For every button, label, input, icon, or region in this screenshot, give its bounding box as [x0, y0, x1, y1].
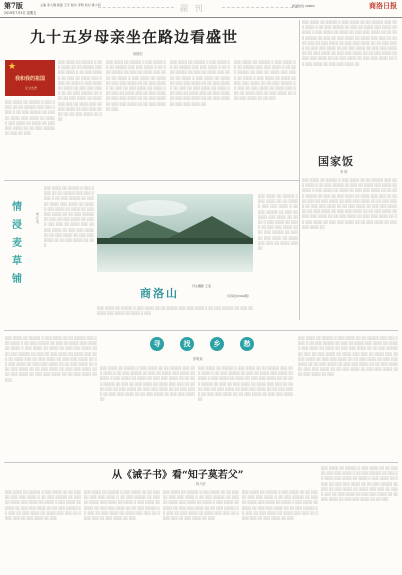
article-column: ░░░ ░░░░ ░░ ░░░░░ ░ ░░░ ░░░░ ░░ ░░ ░░░░░ ░░░ ░░░ ░░░░ ░ ░░ ░░░ ░░░░░ ░░ ░░░ ░░ ░░░░ ░░░ ░░░░ ░░ ░░░░ ░ ░░░ ░░░░ ░░ ░░░░ ░░ ░░░ ░░░ ░░░░ ░░ ░░ ░░░ ░░░░░ ░░ ░░░ ░░ ░░░ ░░░░ ░░ ░░░░ ░░░ ░░░ ░░ ░░░░ ░░░ ░░ [258, 194, 298, 251]
hotline-info: 新闻热线 29890 [292, 4, 315, 8]
newspaper-logo: 商洛日报 [369, 1, 397, 10]
vertical-title-char: 麦 [12, 238, 22, 249]
badge-title: 我和我的祖国 [15, 76, 46, 82]
section-divider [4, 180, 300, 181]
badge-subtitle: 征文选登 [25, 86, 38, 90]
star-icon: ★ [8, 62, 17, 72]
article-column: ░░░ ░░░░ ░░ ░░░░░ ░ ░░░ ░░░░ ░░ ░░ ░░░░░ ░░░ ░░░ ░░░░ ░ ░░ ░░░ ░░░░░ ░░ ░░░ ░░ ░░░░ ░░░ ░░░░ ░░ ░░░░ ░ ░░░ ░░░░ ░░ ░░░░ ░░ ░░░ ░░░ ░░░░ ░░ ░░ ░░░ ░░░░░ ░░ ░░░ ░░ ░░░ ░░░░ ░░ ░░░░ ░░░ ░░░ ░░ ░░░░ ░░░ ░░ ░░░ ░░░░ ░░ ░░░ ░░░ ░░░░ ░░ ░░ ░░░ ░░░░ ░░ ░░░ ░░░ ░░░░ ░░ ░░ ░░░ [321, 466, 398, 502]
article-title: 国家饭 [318, 155, 354, 168]
article-author: 杨九轩 [196, 482, 206, 486]
section-title: 副 刊 [180, 4, 205, 13]
title-char-badge: 愁 [240, 337, 254, 351]
vertical-title-char: 浸 [12, 220, 22, 231]
article-title-badges [150, 337, 260, 359]
article-author: 李 婷 [340, 170, 348, 174]
article-column: ░░░ ░░░░ ░░ ░░░░░ ░ ░░░ ░░░░ ░░ ░░ ░░░░░ ░░░ ░░░ ░░░░ ░ ░░ ░░░ ░░░░░ ░░ ░░░ ░░ ░░░░ ░░░ ░░░░ ░░ ░░░░ ░ ░░░ ░░░░ ░░ ░░░░ ░░ ░░░ ░░░ ░░░░ ░░ ░░ ░░░ ░░░░░ ░░ ░░░ ░░ ░░░ ░░░░ ░░ ░░░░ ░░░ ░░░ ░░ ░░░░ ░░░ ░░ ░░░ ░░░░ ░░ ░░░ ░░░ ░░░░ ░░ ░░ ░░░ ░░░░ ░░ ░░░ ░░░ ░░░░ ░░ ░░ ░░░ ░░░░ ░░ ░░░ ░░░ ░░░░ ░░ ░░ ░░░ ░░░░ ░░ ░░░ ░░░ ░░░░ ░░ ░░ ░░░ ░░░░ ░░ ░░░ ░░░ ░░░░ ░░ ░░ ░░░ ░░░░ ░░ ░░░ [5, 336, 97, 382]
article-column: ░░░ ░░░░ ░░ ░░░░░ ░ ░░░ ░░░░ ░░ ░░ ░░░░░ ░░░ ░░░ ░░░░ ░ ░░ ░░░ ░░░░░ ░░ ░░░ ░░ ░░░░ ░░░ ░░░░ ░░ ░░░░ ░ ░░░ ░░░░ ░░ ░░░░ ░░ ░░░ ░░░ ░░░░ ░░ ░░ ░░░ ░░░░░ ░░ ░░░ ░░ ░░░ ░░░░ ░░ ░░░░ ░░░ ░░░ ░░ ░░░░ ░░░ ░░ ░░░ ░░░░ ░░ ░░░ ░░░ ░░░░ ░░ ░░ ░░░ ░░░░ ░░ ░░░ ░░░ ░░░░ ░░ ░░ ░░░ ░░░░ ░░ ░░░ ░░░ ░░░░ ░░ [100, 366, 195, 402]
photo-title: 商洛山 [140, 287, 179, 300]
title-char-badge: 寻 [150, 337, 164, 351]
title-char-badge: 乡 [210, 337, 224, 351]
article-column: ░░░ ░░░░ ░░ ░░░░░ ░ ░░░ ░░░░ ░░ ░░ ░░░░░ ░░░ ░░░ ░░░░ ░ ░░ ░░░ ░░░░░ ░░ ░░░ ░░ ░░░░ ░░░ ░░░░ ░░ ░░░░ ░ ░░░ ░░░░ ░░ ░░░░ ░░ ░░░ ░░░ ░░░░ ░░ ░░ ░░░ ░░░░░ ░░ ░░░ ░░ ░░░ ░░░░ ░░ ░░░░ ░░░ ░░░ ░░ ░░░░ ░░░ ░░ ░░░ ░░░░ ░░ ░░░ ░░░ ░░░░ ░░ ░░ ░░░ ░░░░ ░░ ░░░ ░░░ ░░░░ ░░ ░░ ░░░ ░░░░ ░░ ░░░ ░░░ ░░░░ ░░ ░░ ░░░ ░░░░ ░░ ░░░ ░░░ ░░░░ ░░ ░░ ░░░ ░░░░ ░░ ░░░ ░░░ ░░░░ ░░ ░░ ░░░ ░░░░ ░░ ░░░ ░░░ ░░░░ ░░ ░░ ░░░ ░░░░ ░░ ░░░ ░░░ ░░░░ ░░ ░░ ░░░ ░░░░ ░░ ░░░ ░░░ ░░░░ ░░ [302, 178, 397, 229]
title-char-badge: 找 [180, 337, 194, 351]
column-divider [299, 20, 300, 320]
section-divider [4, 330, 398, 331]
article-column: ░░░ ░░░░ ░░ ░░░░░ ░ ░░░ ░░░░ ░░ ░░ ░░░░░ ░░░ ░░░ ░░░░ ░ ░░ ░░░ ░░░░░ ░░ ░░░ ░░ ░░░░ ░░░ ░░░░ ░░ ░░░░ ░ ░░░ ░░░░ ░░ ░░░░ ░░ ░░░ ░░░ ░░░░ ░░ ░░ ░░░ ░░░░░ ░░ ░░░ ░░ ░░░ ░░░░ ░░ ░░░░ ░░░ ░░░ ░░ ░░░░ ░░░ ░░ ░░░ ░░░░ ░░ ░░░ [163, 490, 239, 521]
vertical-title-char: 铺 [12, 274, 22, 285]
article-author: 张明琼 [193, 357, 203, 361]
article-column: ░░░ ░░░░ ░░ ░░░░░ ░ ░░░ ░░░░ ░░ ░░ ░░░░░ ░░░ ░░░ ░░░░ ░ ░░ ░░░ ░░░░░ ░░ ░░░ ░░ ░░░░ ░░░ ░░░░ ░░ ░░░░ ░ ░░░ ░░░░ ░░ ░░░░ ░░ ░░░ ░░░ ░░░░ ░░ ░░ ░░░ ░░░░░ ░░ ░░░ ░░ ░░░ ░░░░ ░░ ░░░░ ░░░ ░░░ ░░ ░░░░ ░░░ ░░ ░░░ ░░░░ ░░ ░░░ ░░░ ░░░░ ░░ ░░ ░░░ ░░░░ ░░ ░░░ ░░░ ░░░░ ░░ ░░ ░░░ ░░░░ ░░ ░░░ ░░░ ░░░░ ░░ [198, 366, 293, 402]
issue-date: 2019年7月5日 星期五 [4, 11, 37, 15]
headline-author: 杨德信 [133, 52, 143, 56]
section-divider [4, 462, 398, 463]
editor-info: 主编 李大刚 版面 王宇 版式 李明 校对 黄小莉 [40, 3, 101, 7]
vertical-title-char: 草 [12, 256, 22, 267]
article-title: 从《诫子书》看“知子莫若父” [112, 470, 244, 481]
article-column: ░░░ ░░░░ ░░ ░░░░░ ░ ░░░ ░░░░ ░░ ░░ ░░░░░ ░░░ ░░░ ░░░░ ░ ░░ ░░░ ░░░░░ ░░ ░░░ ░░ ░░░░ ░░░ ░░░░ ░░ ░░░░ ░ ░░░ ░░░░ ░░ ░░░░ ░░ ░░░ ░░░ ░░░░ ░░ ░░ ░░░ ░░░░░ ░░ ░░░ ░░ ░░░ ░░░░ ░░ ░░░░ ░░░ ░░░ ░░ ░░░░ ░░░ ░░ ░░░ ░░░░ ░░ ░░░ ░░░ ░░░░ ░░ ░░ ░░░ ░░░░ ░░ ░░░ ░░░ ░░░░ ░░ [170, 60, 230, 106]
article-column: ░░░ ░░░░ ░░ ░░░░░ ░ ░░░ ░░░░ ░░ ░░ ░░░░░ ░░░ ░░░ ░░░░ ░ ░░ ░░░ ░░░░░ ░░ ░░░ ░░ ░░░░ ░░░ ░░░░ ░░ ░░░░ ░ ░░░ ░░░░ ░░ ░░░░ ░░ ░░░ ░░░ ░░░░ ░░ ░░ ░░░ ░░░░░ ░░ ░░░ ░░ ░░░ ░░░░ ░░ ░░░░ ░░░ ░░░ ░░ ░░░░ ░░░ ░░ ░░░ ░░░░ ░░ ░░░ [242, 490, 318, 521]
article-column: ░░░ ░░░░ ░░ ░░░░░ ░ ░░░ ░░░░ ░░ ░░ ░░░░░ ░░░ ░░░ ░░░░ ░ ░░ ░░░ ░░░░░ ░░ ░░░ ░░ ░░░░ ░░░ ░░░░ ░░ ░░░░ ░ ░░░ ░░░░ ░░ ░░░░ ░░ ░░░ ░░░ ░░░░ ░░ ░░ ░░░ ░░░░░ ░░ ░░░ ░░ ░░░ ░░░░ ░░ ░░░░ ░░░ ░░░ ░░ ░░░░ ░░░ ░░ ░░░ ░░░░ ░░ ░░░ ░░░ ░░░░ ░░ ░░ ░░░ ░░░░ ░░ ░░░ [58, 60, 102, 122]
article-column: ░░░ ░░░░ ░░ ░░░░░ ░ ░░░ ░░░░ ░░ ░░ ░░░░░ ░░░ ░░░ ░░░░ ░ ░░ ░░░ ░░░░░ ░░ ░░░ ░░ ░░░░ ░░░ ░░░░ ░░ ░░░░ ░ ░░░ ░░░░ ░░ ░░░░ ░░ ░░░ ░░░ ░░░░ ░░ ░░ ░░░ ░░░░░ ░░ ░░░ ░░ ░░░ ░░░░ ░░ ░░░░ ░░░ ░░░ ░░ ░░░░ ░░░ ░░ ░░░ ░░░░ ░░ ░░░ [5, 490, 81, 521]
article-column: ░░░ ░░░░ ░░ ░░░░░ ░ ░░░ ░░░░ ░░ ░░ ░░░░░ ░░░ ░░░ ░░░░ ░ ░░ ░░░ ░░░░░ ░░ ░░░ ░░ ░░░░ ░░░ ░░░░ ░░ ░░░░ ░ ░░░ ░░░░ ░░ ░░░░ ░░ ░░░ ░░░ ░░░░ ░░ ░░ ░░░ ░░░░░ ░░ ░░░ ░░ ░░░ ░░░░ ░░ ░░░░ ░░░ ░░░ ░░ ░░░░ ░░░ ░░ ░░░ ░░░░ ░░ ░░░ ░░░ ░░░░ ░░ ░░ ░░░ ░░░░ ░░ ░░░ ░░░ ░░░░ ░░ ░░ ░░░ ░░░░ ░░ ░░░ [106, 60, 166, 111]
header-rule [0, 17, 402, 18]
header-divider-left [98, 7, 174, 8]
article-column: ░░░ ░░░░ ░░ ░░░░░ ░ ░░░ ░░░░ ░░ ░░ ░░░░░ ░░░ ░░░ ░░░░ ░ ░░ ░░░ ░░░░░ ░░ ░░░ ░░ ░░░░ ░░░ ░░░░ ░░ ░░░░ ░ ░░░ ░░░░ ░░ ░░░░ ░░ ░░░ ░░░ ░░░░ ░░ ░░ ░░░ ░░░░░ ░░ ░░░ ░░ ░░░ ░░░░ ░░ ░░░░ ░░░ ░░░ ░░ ░░░░ ░░░ ░░ ░░░ ░░░░ ░░ ░░░ ░░░ ░░░░ ░░ ░░ ░░░ ░░░░ ░░ ░░░ ░░░ ░░░░ ░░ ░░ ░░░ ░░░░ ░░ ░░░ ░░░ ░░░░ ░░ ░░ ░░░ ░░░░ ░░ ░░░ ░░░ ░░░░ ░░ ░░ ░░░ ░░░░ ░░ ░░░ ░░░ ░░░░ ░░ ░░ ░░░ ░░░░ ░░ ░░░ ░░░ ░░░░ ░░ ░░ ░░░ ░░░░ ░░ ░░░ ░░░ ░░░░ ░░ [302, 20, 397, 66]
essay-series-badge [5, 60, 55, 96]
vertical-title-char: 情 [12, 202, 22, 213]
article-column: ░░░ ░░░░ ░░ ░░░░░ ░ ░░░ ░░░░ ░░ ░░ ░░░░░ ░░░ ░░░ ░░░░ ░ ░░ ░░░ ░░░░░ ░░ ░░░ ░░ ░░░░ ░░░ ░░░░ ░░ ░░░░ ░ ░░░ ░░░░ ░░ ░░░░ ░░ ░░░ ░░░ ░░░░ ░░ ░░ ░░░ ░░░░░ ░░ ░░░ ░░ ░░░ ░░░░ ░░ ░░░░ ░░░ ░░░ ░░ ░░░░ ░░░ ░░ ░░░ ░░░░ ░░ ░░░ ░░░ ░░░░ ░░ ░░ ░░░ ░░░░ ░░ ░░░ ░░░ ░░░░ ░░ ░░ ░░░ ░░░░ ░░ ░░░ ░░░ ░░░░ ░░ ░░ ░░░ ░░░░ ░░ ░░░ ░░░ ░░░░ ░░ ░░ ░░░ ░░░░ ░░ ░░░ ░░░ ░░░░ ░░ ░░ ░░░ ░░░░ ░░ ░░░ [298, 336, 398, 377]
header-divider-right [222, 7, 298, 8]
article-column: ░░░ ░░░░ ░░ ░░░░░ ░ ░░░ ░░░░ ░░ ░░ ░░░░░ ░░░ ░░░ ░░░░ ░ ░░ ░░░ ░░░░░ ░░ ░░░ ░░ ░░░░ ░░░ ░░░░ ░░ ░░░░ ░ ░░░ ░░░░ ░░ ░░░░ ░░ ░░░ ░░░ ░░░░ ░░ ░░ ░░░ ░░░░░ ░░ ░░░ ░░ ░░░ ░░░░ ░░ ░░░░ ░░░ ░░░ ░░ ░░░░ ░░░ ░░ ░░░ ░░░░ ░░ ░░░ [84, 490, 160, 521]
vertical-title-author: 杨红英 [36, 212, 40, 224]
landscape-photo [97, 194, 253, 272]
page-number: 第7版 [4, 1, 23, 10]
photo-caption: （丹凤县2442期） [225, 294, 251, 298]
page-header [0, 0, 402, 18]
article-column: ░░░ ░░░░ ░░ ░░░░░ ░ ░░░ ░░░░ ░░ ░░ ░░░░░ ░░░ ░░░ ░░░░ ░ ░░ ░░░ ░░░░░ ░░ ░░░ ░░ ░░░░ ░░░ ░░░░ ░░ ░░░░ ░ ░░░ ░░░░ ░░ ░░░░ ░░ ░░░ ░░░ ░░░░ ░░ ░░ ░░░ ░░░░░ ░░ ░░░ ░░ ░░░ [5, 100, 55, 136]
article-column: ░░░ ░░░░ ░░ ░░░░░ ░ ░░░ ░░░░ ░░ ░░ ░░░░░ ░░░ ░░░ ░░░░ ░ ░░ ░░░ ░░░░░ ░░ ░░░ ░░ ░░░░ ░░░ ░░░░ ░░ ░░░░ ░ ░░░ ░░░░ ░░ ░░░░ ░░ ░░░ ░░░ ░░░░ ░░ ░░ ░░░ ░░░░░ ░░ ░░░ ░░ ░░░ ░░░░ ░░ ░░░░ ░░░ ░░░ ░░ ░░░░ ░░░ ░░ ░░░ ░░░░ ░░ ░░░ ░░░ ░░░░ ░░ ░░ ░░░ [234, 60, 296, 101]
photo-credit: 刊头摄影 王莹 [192, 284, 211, 288]
main-headline: 九十五岁母亲坐在路边看盛世 [30, 28, 239, 46]
article-column: ░░░ ░░░░ ░░ ░░░░░ ░ ░░░ ░░░░ ░░ ░░ ░░░░░ ░░░ ░░░ ░░░░ ░ ░░ ░░░ ░░░░░ ░░ ░░░ ░░ ░░░░ ░░░ ░░░░ ░░ ░░░░ ░ ░░░ ░░░░ ░░ ░░░░ ░░ ░░░ ░░░ ░░░░ ░░ ░░ ░░░ ░░░░░ ░░ ░░░ ░░ ░░░ ░░░░ ░░ ░░░░ ░░░ ░░░ ░░ ░░░░ ░░░ ░░ ░░░ ░░░░ ░░ ░░░ ░░░ ░░░░ ░░ ░░ ░░░ ░░░░ ░░ ░░░ ░░░ ░░░░ ░░ ░░ ░░░ ░░░░ ░░ ░░░ [44, 186, 94, 248]
article-column: ░░░ ░░░░ ░░ ░░░░░ ░ ░░░ ░░░░ ░░ ░░ ░░░░░ ░░░ ░░░ ░░░░ ░ ░░ ░░░ ░░░░░ ░░ ░░░ ░░ ░░░░ ░░░ ░░░░ ░░ ░░░░ ░ ░░░ [97, 306, 253, 316]
